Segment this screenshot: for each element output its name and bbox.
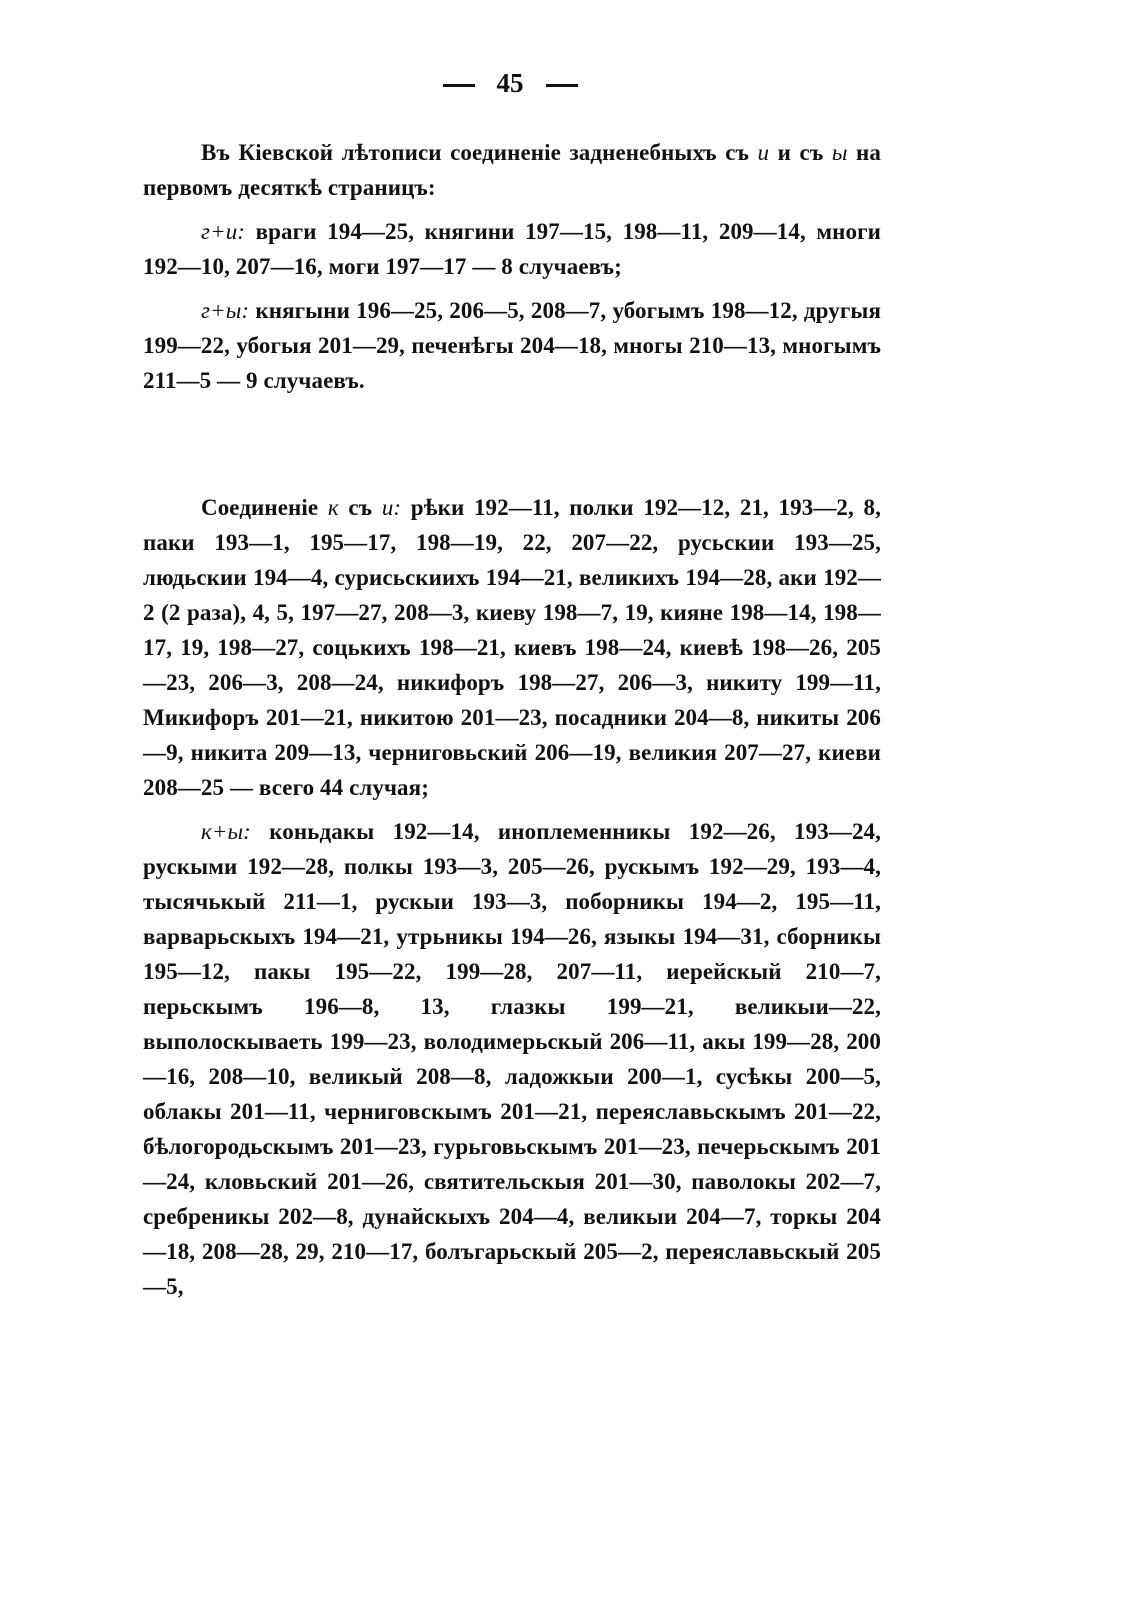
text-block-first [143, 135, 881, 398]
paragraph-g-y [143, 293, 881, 398]
paragraph-text: на первомъ десяткѣ страницъ: [143, 140, 881, 200]
italic-letter: к [327, 495, 339, 520]
dash-left [443, 84, 475, 87]
page-number-value: 45 [496, 68, 524, 98]
text-block-second [143, 490, 881, 1304]
paragraph-k-i [143, 490, 881, 805]
page-number [0, 68, 1020, 99]
combination-label: к+ы: [201, 819, 251, 844]
paragraph-text: княгыни 196—25, 206—5, 208—7, убогымъ 198—12, другыя 199—22, убогыя 201—29, печенѣгы 204—18, многы 210—13, многымъ 211—5 — 9 случаевъ. [143, 298, 881, 393]
paragraph-kiev-intro [143, 135, 881, 205]
dash-right [546, 84, 578, 87]
paragraph-g-i [143, 214, 881, 284]
paragraph-text: враги 194—25, княгини 197—15, 198—11, 209—14, многи 192—10, 207—16, моги 197—17 — 8 случаевъ; [143, 219, 881, 279]
paragraph-text: съ [338, 495, 382, 520]
paragraph-text: коньдакы 192—14, иноплеменникы 192—26, 193—24, рускыми 192—28, полкы 193—3, 205—26, рускымъ 192—29, 193—4, тысячькый 211—1, рускыи 193—3, поборникы 194—2, 195—11, варварьскыхъ 194—21, утрьникы 194—26, языкы 194—31, сборникы 195—12, пакы 195—22, 199—28, 207—11, иерейскый 210—7, перьскымъ 196—8, 13, глазкы 199—21, великыи—22, выполоскываеть 199—23, володимерьскый 206—11, акы 199—28, 200—16, 208—10, великый 208—8, ладожкыи 200—1, сусѣкы 200—5, облакы 201—11, черниговскымъ 201—21, переяславьскымъ 201—22, бѣлогородьскымъ 201—23, гурьговьскымъ 201—23, печерьскымъ 201—24, кловьский 201—26, святительскыя 201—30, паволокы 202—7, сребреникы 202—8, дунайскыхъ 204—4, великыи 204—7, торкы 204—18, 208—28, 29, 210—17, болъгарьскый 205—2, переяславьскый 205—5, [143, 819, 881, 1299]
combination-label: г+и: [201, 219, 246, 244]
italic-letter: ы [831, 140, 848, 165]
paragraph-text: Въ Кіевской лѣтописи соединеніе задненебныхъ съ [201, 140, 758, 165]
paragraph-text: и съ [769, 140, 832, 165]
italic-letter: и: [381, 495, 402, 520]
combination-label: г+ы: [201, 298, 250, 323]
paragraph-k-y [143, 814, 881, 1304]
paragraph-text: Соединеніе [201, 495, 328, 520]
italic-letter: и [757, 140, 770, 165]
paragraph-text: рѣки 192—11, полки 192—12, 21, 193—2, 8, паки 193—1, 195—17, 198—19, 22, 207—22, русьскии 193—25, людьскии 194—4, сурисьскиихъ 194—21, великихъ 194—28, аки 192—2 (2 раза), 4, 5, 197—27, 208—3, киеву 198—7, 19, кияне 198—14, 198—17, 19, 198—27, соцькихъ 198—21, киевъ 198—24, киевѣ 198—26, 205—23, 206—3, 208—24, никифоръ 198—27, 206—3, никиту 199—11, Микифоръ 201—21, никитою 201—23, посадники 204—8, никиты 206—9, никита 209—13, черниговьский 206—19, великия 207—27, киеви 208—25 — всего 44 случая; [143, 495, 881, 800]
